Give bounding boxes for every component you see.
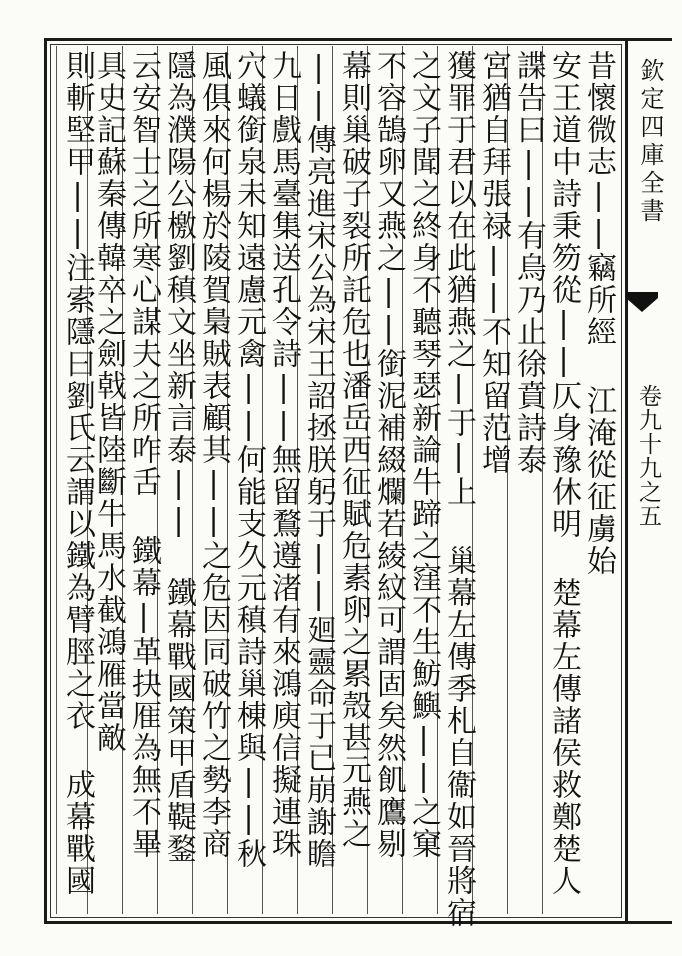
column-text: 獲罪于君以在此猶燕之|于|上 巢幕左傳季札自衞如晉將宿 bbox=[441, 50, 476, 929]
text-column-16 bbox=[56, 46, 100, 914]
column-text: 幕則巢破子裂所託危也潘岳西征賦危素卵之累殼甚元燕之 bbox=[336, 50, 371, 850]
column-text: 諜告曰||有烏乃止徐賁詩泰 bbox=[511, 50, 546, 476]
column-text: ||傳亮進宋公為宋王詔拯朕躬于||廻靈命于已崩謝瞻 bbox=[301, 50, 336, 870]
column-text: 不容鵠卵又燕之||銜泥補綴爛若綾紋可謂固矣然飢鷹剔 bbox=[371, 50, 406, 860]
column-text: 具史記蘇秦傳韓卒之劍戟皆陸斷牛馬水截鴻雁當敵 bbox=[91, 50, 126, 754]
book-title: 欽定四庫全書 bbox=[636, 58, 664, 226]
column-text: 風俱來何楊於陵賀梟賊表顧其||之危因同破竹之勢李商 bbox=[196, 50, 231, 860]
column-text: 宮猶自拜張禄||不知留范增 bbox=[476, 50, 511, 476]
column-text: 則斬堅甲||注索隱曰劉氏云謂以鐵為臂脛之衣 成幕戰國 bbox=[60, 50, 95, 897]
volume-number: 卷九十九之五 bbox=[635, 384, 661, 528]
column-text: 隱為濮陽公檄劉稹文坐新言泰|| 鐵幕戰國策甲盾鞮鍪 bbox=[161, 50, 196, 865]
column-text: 九日戲馬臺集送孔令詩||無留鶩遵渚有來鴻庾信擬連珠 bbox=[266, 50, 301, 860]
column-text: 安王道中詩秉笏從||仄身豫休明 楚幕左傳諸侯救鄭楚人 bbox=[546, 50, 581, 897]
column-text: 昔懷微志||竊所經 江淹從征虜始 bbox=[581, 50, 616, 577]
column-text: 云安智士之所寒心謀夫之所咋舌 鐵幕|革抉㕍為無不畢 bbox=[126, 50, 161, 860]
text-columns bbox=[56, 46, 622, 929]
column-text: 之文子聞之終身不聽琴瑟新論牛蹄之窪不生魴鱮||之窠 bbox=[406, 50, 441, 860]
column-text: 穴蟻銜泉未知遠慮元禽||何能支久元稹詩巢棟與||秋 bbox=[231, 50, 266, 870]
